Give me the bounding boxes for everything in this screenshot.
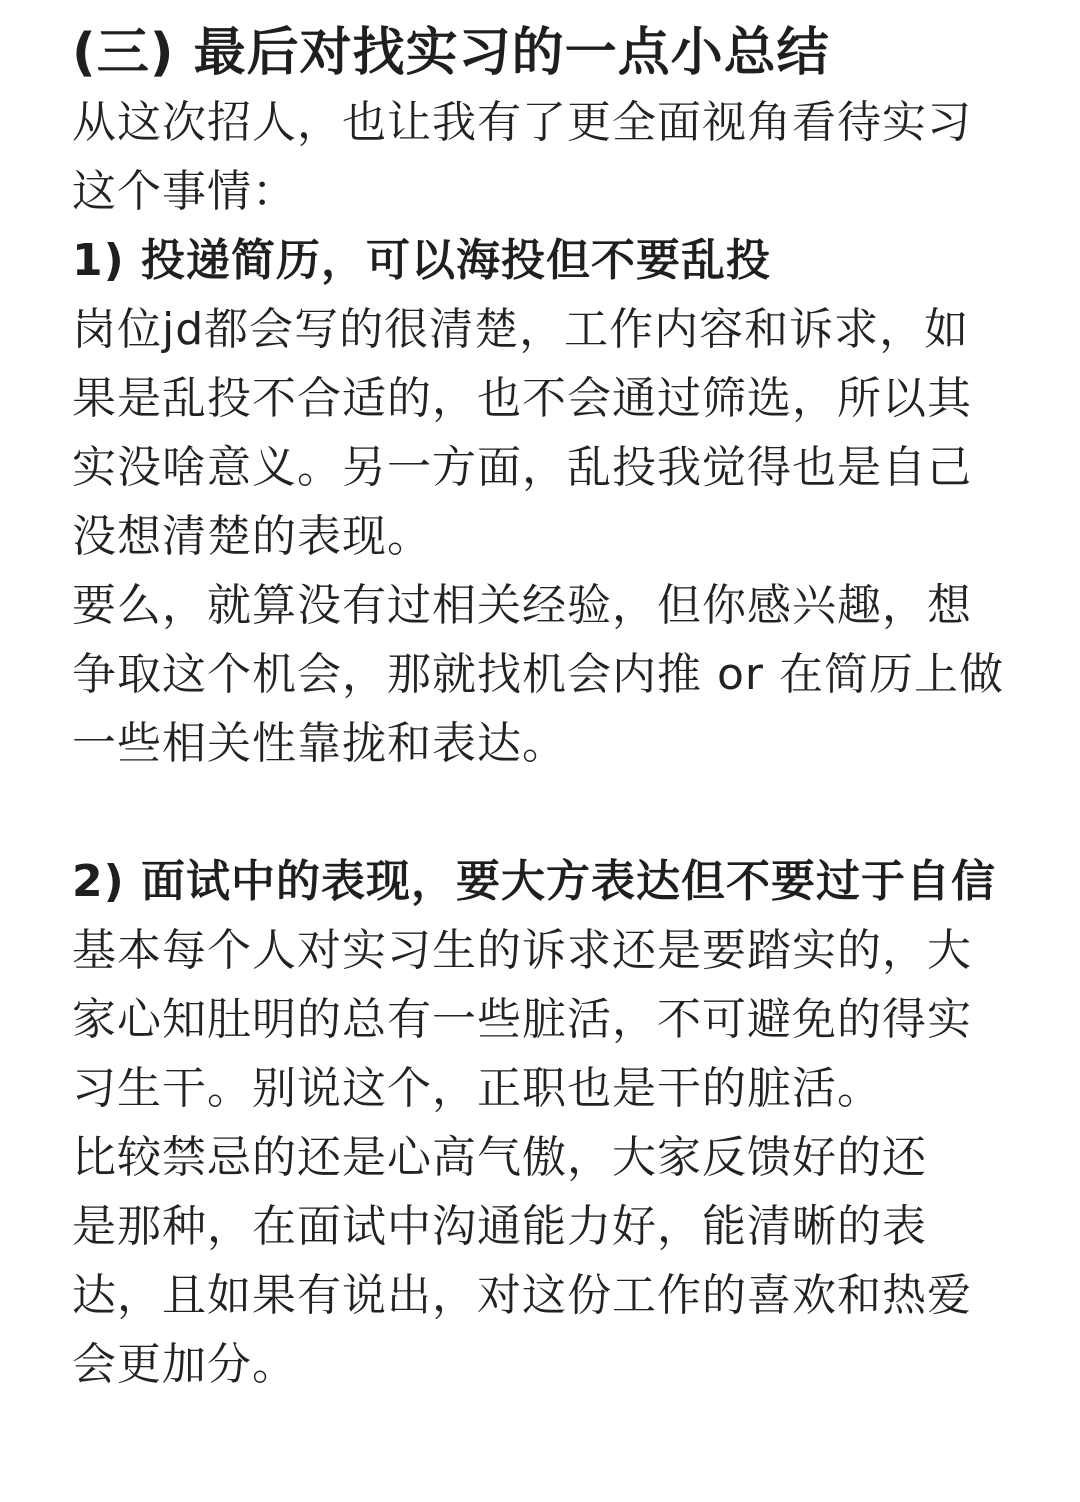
text-line: 基本每个人对实习生的诉求还是要踏实的，大 xyxy=(72,925,972,976)
intro-paragraph xyxy=(72,88,1012,226)
text-line: 实没啥意义。另一方面，乱投我觉得也是自己 xyxy=(72,442,972,493)
section-resume xyxy=(72,226,1012,778)
text-line: 岗位jd都会写的很清楚，工作内容和诉求，如 xyxy=(72,304,970,355)
text-line: 争取这个机会，那就找机会内推 or 在简历上做 xyxy=(72,649,1004,700)
paragraph xyxy=(72,1123,1012,1399)
spacer xyxy=(72,778,1012,847)
text-line: 果是乱投不合适的，也不会通过筛选，所以其 xyxy=(72,373,972,424)
text-line: 没想清楚的表现。 xyxy=(72,511,432,562)
text-line: 是那种，在面试中沟通能力好，能清晰的表 xyxy=(72,1201,927,1252)
section-heading: 1) 投递简历，可以海投但不要乱投 xyxy=(72,235,772,286)
page-title: (三) 最后对找实习的一点小总结 xyxy=(72,23,830,83)
text-line: 会更加分。 xyxy=(72,1339,297,1390)
paragraph xyxy=(72,295,1012,571)
text-line: 一些相关性靠拢和表达。 xyxy=(72,718,567,769)
text-line: 习生干。别说这个，正职也是干的脏活。 xyxy=(72,1063,882,1114)
text-line: 达，且如果有说出，对这份工作的喜欢和热爱 xyxy=(72,1270,972,1321)
section-heading: 2) 面试中的表现，要大方表达但不要过于自信 xyxy=(72,856,997,907)
paragraph xyxy=(72,916,1012,1123)
text-line: 从这次招人，也让我有了更全面视角看待实习 xyxy=(72,97,972,148)
section-interview xyxy=(72,847,1012,1399)
text-line: 比较禁忌的还是心高气傲，大家反馈好的还 xyxy=(72,1132,927,1183)
article xyxy=(72,18,1012,1399)
text-line: 要么，就算没有过相关经验，但你感兴趣，想 xyxy=(72,580,972,631)
paragraph xyxy=(72,571,1012,778)
text-line: 家心知肚明的总有一些脏活，不可避免的得实 xyxy=(72,994,972,1045)
text-line: 这个事情： xyxy=(72,166,297,217)
